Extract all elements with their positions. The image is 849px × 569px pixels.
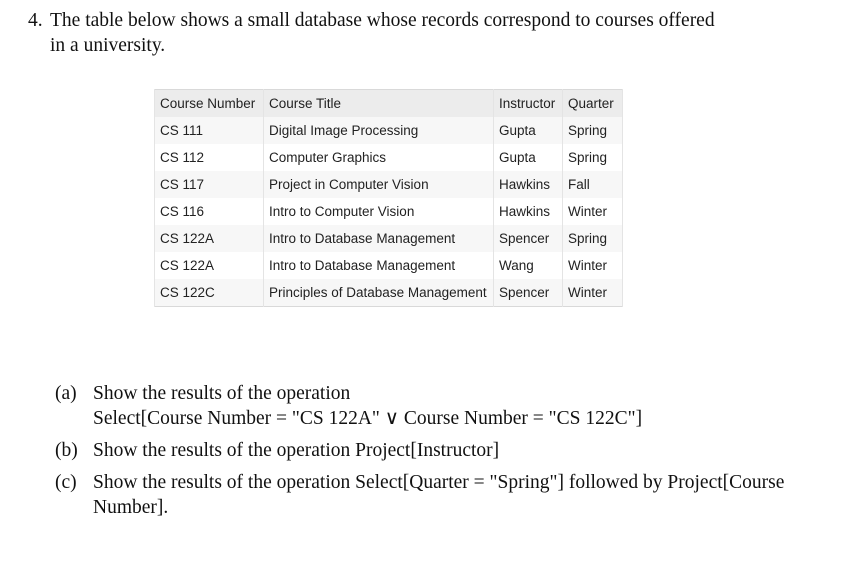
table-row (155, 117, 623, 144)
cell-quarter: Winter (563, 198, 623, 225)
cell-quarter: Winter (563, 279, 623, 307)
header-course-title: Course Title (264, 90, 494, 118)
table-header-row (155, 90, 623, 118)
question-parts (55, 381, 835, 527)
problem-number: 4. (28, 10, 43, 31)
cell-course-title: Intro to Database Management (264, 225, 494, 252)
cell-instructor: Gupta (494, 144, 563, 171)
problem-text-line-1: The table below shows a small database whose records correspond to courses offered (50, 10, 715, 31)
cell-quarter: Winter (563, 252, 623, 279)
cell-instructor: Hawkins (494, 198, 563, 225)
cell-quarter: Fall (563, 171, 623, 198)
cell-instructor: Spencer (494, 279, 563, 307)
cell-course-number: CS 122A (155, 225, 264, 252)
cell-instructor: Wang (494, 252, 563, 279)
part-c-label: (c) (55, 472, 77, 493)
table-row (155, 198, 623, 225)
table-row (155, 171, 623, 198)
cell-quarter: Spring (563, 225, 623, 252)
header-course-number: Course Number (155, 90, 264, 118)
part-a-line-2: Select[Course Number = "CS 122A" ∨ Course Number = "CS 122C"] (93, 408, 643, 429)
header-quarter: Quarter (563, 90, 623, 118)
table-row (155, 279, 623, 307)
cell-instructor: Gupta (494, 117, 563, 144)
table-row (155, 144, 623, 171)
part-c-line-2: Number]. (93, 497, 169, 518)
table-row (155, 225, 623, 252)
cell-course-number: CS 116 (155, 198, 264, 225)
cell-instructor: Spencer (494, 225, 563, 252)
cell-course-number: CS 111 (155, 117, 264, 144)
cell-course-title: Intro to Database Management (264, 252, 494, 279)
cell-course-number: CS 122A (155, 252, 264, 279)
part-a-line-1: Show the results of the operation (93, 383, 351, 404)
part-a-label: (a) (55, 383, 77, 404)
part-b-label: (b) (55, 440, 78, 461)
problem-line-1 (28, 8, 828, 33)
cell-course-number: CS 117 (155, 171, 264, 198)
part-c-line-1: Show the results of the operation Select[Quarter = "Spring"] followed by Project[Course (93, 472, 785, 493)
cell-course-title: Project in Computer Vision (264, 171, 494, 198)
cell-course-title: Digital Image Processing (264, 117, 494, 144)
problem-text-line-2: in a university. (50, 35, 166, 56)
cell-course-title: Principles of Database Management (264, 279, 494, 307)
table-row (155, 252, 623, 279)
cell-course-number: CS 112 (155, 144, 264, 171)
course-database-table (154, 89, 623, 307)
part-a (55, 381, 835, 431)
cell-instructor: Hawkins (494, 171, 563, 198)
cell-quarter: Spring (563, 117, 623, 144)
cell-quarter: Spring (563, 144, 623, 171)
cell-course-number: CS 122C (155, 279, 264, 307)
problem-statement (28, 8, 828, 58)
part-b-line-1: Show the results of the operation Project[Instructor] (93, 440, 500, 461)
part-c (55, 470, 835, 520)
cell-course-title: Computer Graphics (264, 144, 494, 171)
cell-course-title: Intro to Computer Vision (264, 198, 494, 225)
part-b (55, 438, 835, 463)
header-instructor: Instructor (494, 90, 563, 118)
